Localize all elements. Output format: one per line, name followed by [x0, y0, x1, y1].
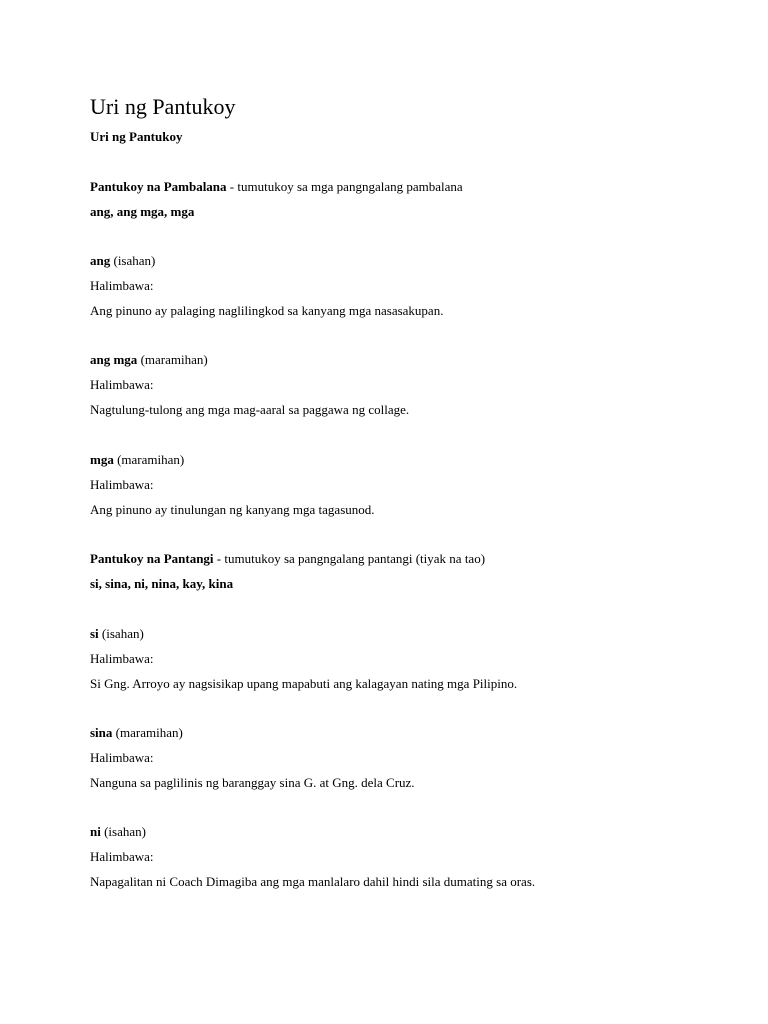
example-label: Halimbawa: — [90, 849, 154, 864]
section-heading-pantangi — [90, 551, 485, 567]
pantukoy-forms-pambalana: ang, ang mga, mga — [90, 204, 195, 219]
section-heading-pambalana — [90, 179, 463, 195]
section-heading-bold: Pantukoy na Pantangi — [90, 551, 214, 566]
example-sentence: Ang pinuno ay tinulungan ng kanyang mga tagasunod. — [90, 502, 375, 517]
term-note: (maramihan) — [137, 352, 208, 367]
example-label: Halimbawa: — [90, 651, 154, 666]
term-line — [90, 253, 155, 269]
example-label: Halimbawa: — [90, 278, 154, 293]
example-sentence: Nagtulung-tulong ang mga mag-aaral sa paggawa ng collage. — [90, 402, 410, 417]
term-note: (maramihan) — [113, 452, 185, 467]
term: ni — [90, 824, 101, 839]
term-line — [90, 452, 184, 468]
term: si — [90, 626, 99, 641]
term: mga — [90, 452, 114, 467]
example-sentence: Nanguna sa paglilinis ng baranggay sina G. at Gng. dela Cruz. — [90, 775, 415, 790]
term-note: (isahan) — [110, 253, 156, 268]
term: ang — [90, 253, 111, 268]
term-line — [90, 725, 183, 741]
term-line — [90, 824, 146, 840]
term-note: (isahan) — [100, 824, 146, 839]
term-line — [90, 626, 144, 642]
section-heading-bold: Pantukoy na Pambalana — [90, 179, 227, 194]
example-sentence: Si Gng. Arroyo ay nagsisikap upang mapabuti ang kalagayan nating mga Pilipino. — [90, 676, 518, 691]
example-label: Halimbawa: — [90, 377, 154, 392]
term-line — [90, 352, 208, 368]
term: ang mga — [90, 352, 138, 367]
example-label: Halimbawa: — [90, 477, 154, 492]
document-title: Uri ng Pantukoy — [90, 94, 236, 119]
term-note: (isahan) — [98, 626, 144, 641]
document-subtitle: Uri ng Pantukoy — [90, 129, 183, 144]
pantukoy-forms-pantangi: si, sina, ni, nina, kay, kina — [90, 576, 234, 591]
example-label: Halimbawa: — [90, 750, 154, 765]
term: sina — [90, 725, 113, 740]
example-sentence: Napagalitan ni Coach Dimagiba ang mga manlalaro dahil hindi sila dumating sa oras. — [90, 874, 536, 889]
example-sentence: Ang pinuno ay palaging naglilingkod sa kanyang mga nasasakupan. — [90, 303, 444, 318]
section-heading-description: - tumutukoy sa mga pangngalang pambalana — [226, 179, 463, 194]
section-heading-description: - tumutukoy sa pangngalang pantangi (tiyak na tao) — [213, 551, 486, 566]
term-note: (maramihan) — [112, 725, 183, 740]
